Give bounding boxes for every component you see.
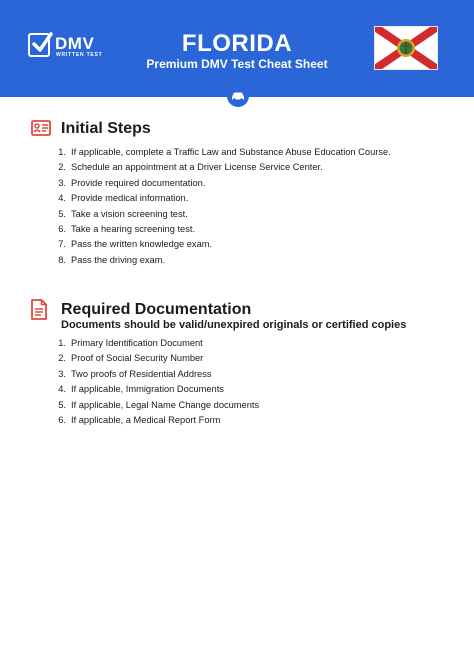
list-item-number: 7. <box>58 239 66 250</box>
list-item-number: 2. <box>58 353 66 364</box>
document-icon <box>31 299 47 320</box>
list-item <box>53 191 391 206</box>
list-item-text: Take a vision screening test. <box>71 208 188 219</box>
required-documentation-list <box>53 336 259 428</box>
list-item-number: 2. <box>58 162 66 173</box>
list-item-number: 5. <box>58 208 66 219</box>
list-item <box>53 336 259 351</box>
list-item-number: 3. <box>58 177 66 188</box>
car-icon <box>230 91 246 101</box>
list-item-number: 6. <box>58 223 66 234</box>
list-item <box>53 398 259 413</box>
list-item-text: If applicable, Immigration Documents <box>71 384 224 395</box>
list-item-text: Pass the written knowledge exam. <box>71 239 213 250</box>
list-item-text: Take a hearing screening test. <box>71 223 196 234</box>
list-item <box>53 367 259 382</box>
list-item-number: 1. <box>58 147 66 157</box>
car-badge <box>227 87 249 107</box>
list-item-number: 3. <box>58 368 66 379</box>
list-item-number: 4. <box>58 193 66 204</box>
list-item-number: 4. <box>58 384 66 395</box>
list-item-text: Pass the driving exam. <box>71 254 166 265</box>
list-item-text: If applicable, a Medical Report Form <box>71 414 221 425</box>
list-item-number: 6. <box>58 414 66 425</box>
list-item <box>53 413 259 428</box>
initial-steps-title: Initial Steps <box>61 120 151 137</box>
page-title: FLORIDA <box>181 30 293 57</box>
logo-brand: DMV <box>55 34 95 53</box>
logo-subtext: WRITTEN TEST <box>56 52 103 58</box>
list-item-text: Primary Identification Document <box>71 338 203 348</box>
required-documentation-subtitle: Documents should be valid/unexpired originals or certified copies <box>61 319 407 331</box>
list-item-number: 8. <box>58 254 66 265</box>
list-item-text: Schedule an appointment at a Driver License Service Center. <box>71 162 323 173</box>
list-item-number: 1. <box>58 338 66 348</box>
page-subtitle: Premium DMV Test Cheat Sheet <box>146 57 328 71</box>
list-item <box>53 207 391 222</box>
id-card-icon <box>31 120 51 136</box>
list-item <box>53 160 391 175</box>
list-item-number: 5. <box>58 399 66 410</box>
list-item <box>53 351 259 366</box>
list-item-text: If applicable, complete a Traffic Law and Substance Abuse Education Course. <box>71 147 391 157</box>
list-item-text: Provide required documentation. <box>71 177 206 188</box>
list-item <box>53 145 391 160</box>
required-documentation-title: Required Documentation <box>61 301 252 318</box>
florida-flag-icon <box>374 26 438 70</box>
list-item <box>53 253 391 268</box>
list-item <box>53 237 391 252</box>
header-banner <box>0 0 474 97</box>
initial-steps-list <box>53 145 391 268</box>
list-item-text: Two proofs of Residential Address <box>71 368 212 379</box>
list-item <box>53 222 391 237</box>
list-item <box>53 176 391 191</box>
list-item-text: Provide medical information. <box>71 193 189 204</box>
list-item-text: Proof of Social Security Number <box>71 353 204 364</box>
list-item <box>53 382 259 397</box>
list-item-text: If applicable, Legal Name Change documents <box>71 399 260 410</box>
